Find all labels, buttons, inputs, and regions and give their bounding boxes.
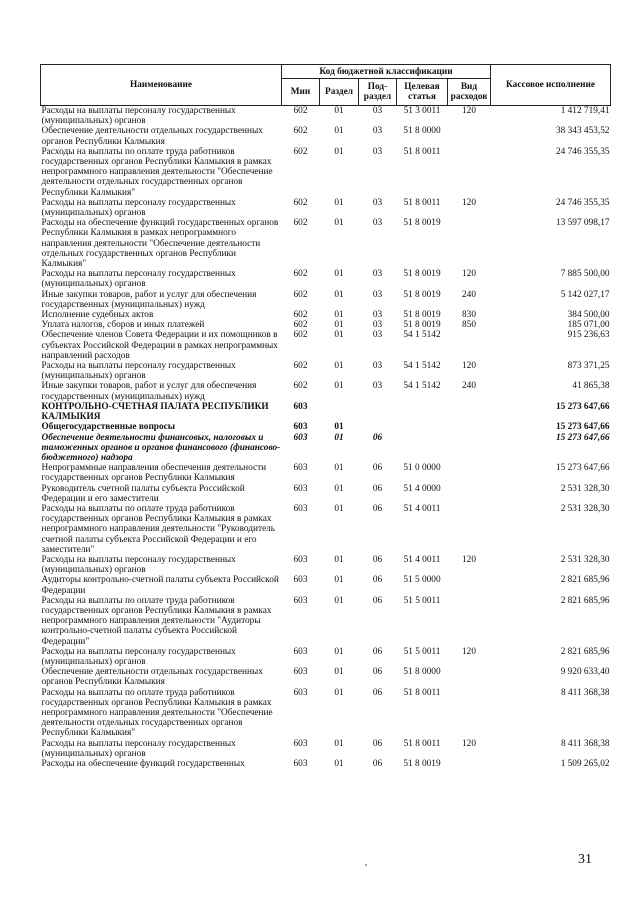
table-row: [41, 320, 611, 330]
cell-name: Исполнение судебных актов: [41, 310, 154, 321]
cell-name: Аудиторы контрольно-счетной палаты субъекта Российской Федерации: [41, 575, 279, 596]
cell-name: Обеспечение деятельности отдельных государственных органов Республики Калмыкия: [41, 667, 263, 688]
cell-razdel: 01: [334, 483, 344, 494]
cell-podrazdel: [359, 422, 397, 432]
table-row: [41, 484, 611, 504]
table-row: [41, 290, 611, 310]
table-row: [41, 667, 611, 687]
cell-min: 603: [293, 554, 308, 565]
cell-name: Иные закупки товаров, работ и услуг для обеспечения государственных (муниципальных) нужд: [41, 289, 257, 310]
cell-name: Расходы на выплаты по оплате труда работников государственных органов Республики Калмыкия в рамках непрограммного направления деятельности "Аудиторы контрольно-счетной палаты субъекта Российской Федерации": [41, 595, 272, 647]
cell-name: Общегосударственные вопросы: [41, 422, 176, 433]
cell-min: 603: [293, 738, 308, 749]
cell-podrazdel: 03: [372, 106, 383, 116]
cell-razdel: 01: [334, 106, 344, 116]
cell-razdel: 01: [334, 269, 344, 280]
cell-min: 602: [293, 320, 308, 331]
cell-amount: 8 411 368,38: [561, 738, 610, 749]
header-podrazdel: Под-раздел: [359, 79, 397, 106]
cell-target: 51 8 0011: [403, 197, 441, 208]
cell-vid: [448, 330, 491, 361]
table-row: [41, 688, 611, 739]
cell-name: Расходы на выплаты по оплате труда работников государственных органов Республики Калмыкия в рамках непрограммного направления деятельности "Руководитель счетной палаты субъекта Российской Федерации и его заместители": [41, 503, 276, 555]
cell-min: 603: [293, 432, 308, 443]
cell-amount: 915 236,63: [567, 330, 610, 341]
table-row: [41, 147, 611, 198]
cell-name: Непрограммные направления обеспечения деятельности государственных органов Республики Калмыкия: [41, 463, 267, 484]
cell-podrazdel: 06: [372, 575, 383, 586]
cell-podrazdel: 03: [372, 218, 383, 229]
cell-amount: 2 531 328,30: [560, 503, 610, 514]
table-row: [41, 330, 611, 361]
cell-target: 51 5 0011: [403, 595, 441, 606]
cell-name: Обеспечение членов Совета Федерации и их помощников в субъектах Российской Федерации в рамках непрограммных направлений расходов: [41, 330, 278, 361]
cell-podrazdel: 06: [372, 687, 383, 698]
cell-podrazdel: 06: [372, 667, 383, 678]
cell-podrazdel: 03: [372, 146, 383, 157]
table-row: [41, 106, 611, 127]
cell-amount: 873 371,25: [567, 361, 610, 372]
cell-amount: 15 273 647,66: [556, 463, 610, 474]
table-row: [41, 269, 611, 289]
table-row: [41, 381, 611, 401]
cell-vid: [448, 484, 491, 504]
table-row: [41, 198, 611, 218]
cell-target: 51 8 0011: [403, 146, 441, 157]
cell-target: 51 5 0000: [403, 575, 441, 586]
cell-target: 51 0 0000: [403, 463, 441, 474]
cell-podrazdel: 06: [372, 646, 383, 657]
cell-name: Расходы на обеспечение функций государственных органов Республики Калмыкия в рамках непрограммного направления деятельности "Обеспечение деятельности отдельных государственных органов Республики Калмыкия": [41, 218, 279, 270]
cell-min: 602: [293, 381, 308, 392]
cell-vid: [448, 463, 491, 483]
cell-min: 603: [293, 422, 308, 433]
cell-min: 602: [293, 126, 308, 137]
cell-vid: [448, 759, 491, 769]
cell-min: 602: [293, 197, 308, 208]
table-header: [41, 65, 611, 106]
cell-razdel: 01: [334, 320, 344, 331]
cell-razdel: 01: [334, 218, 344, 229]
cell-razdel: 01: [334, 361, 344, 372]
cell-name: Расходы на обеспечение функций государственных: [41, 759, 245, 769]
cell-target: 51 8 0011: [403, 738, 441, 749]
cell-amount: 2 821 685,96: [560, 575, 610, 586]
cell-min: 602: [293, 289, 308, 300]
cell-vid: 120: [462, 269, 476, 280]
table-row: [41, 310, 611, 320]
cell-amount: 24 746 355,35: [556, 146, 610, 157]
cell-min: 603: [293, 595, 308, 606]
cell-razdel: 01: [334, 554, 344, 565]
cell-min: 602: [293, 106, 308, 116]
cell-name: Обеспечение деятельности отдельных государственных органов Республики Калмыкия: [41, 126, 263, 147]
cell-name: Расходы на выплаты персоналу государственных (муниципальных) органов: [41, 197, 236, 219]
cell-podrazdel: 03: [372, 320, 383, 331]
cell-vid: 240: [462, 289, 476, 300]
cell-vid: 120: [462, 554, 476, 565]
table-row: [41, 575, 611, 595]
cell-min: 603: [293, 646, 308, 657]
cell-target: 54 1 5142: [403, 381, 441, 392]
cell-name: Расходы на выплаты персоналу государственных (муниципальных) органов: [41, 554, 236, 576]
budget-table: [40, 64, 611, 769]
cell-razdel: 01: [334, 197, 344, 208]
cell-amount: 13 597 098,17: [556, 218, 610, 229]
cell-razdel: 01: [334, 381, 344, 392]
cell-amount: 5 142 027,17: [560, 289, 610, 300]
cell-podrazdel: 06: [372, 503, 383, 514]
cell-target: 51 8 0019: [403, 320, 441, 331]
cell-min: 603: [293, 483, 308, 494]
cell-amount: 41 865,38: [572, 381, 610, 392]
cell-vid: 120: [462, 106, 476, 116]
cell-target: [397, 433, 448, 464]
cell-podrazdel: 03: [372, 381, 383, 392]
cell-podrazdel: [359, 402, 397, 422]
cell-target: [397, 422, 448, 432]
cell-target: 51 5 0011: [403, 646, 441, 657]
cell-amount: 2 531 328,30: [560, 554, 610, 565]
cell-podrazdel: 06: [372, 738, 383, 749]
cell-podrazdel: 06: [372, 595, 383, 606]
cell-amount: 7 885 500,00: [560, 269, 610, 280]
cell-razdel: 01: [334, 330, 344, 341]
cell-target: 51 8 0000: [403, 667, 441, 678]
header-min: Мин: [282, 79, 320, 106]
cell-vid: [448, 218, 491, 269]
cell-target: 51 8 0011: [403, 687, 441, 698]
cell-podrazdel: 06: [372, 432, 383, 443]
cell-target: 51 8 0019: [403, 759, 441, 769]
cell-podrazdel: 06: [372, 554, 383, 565]
header-vid: Вид расходов: [448, 79, 491, 106]
cell-razdel: 01: [334, 595, 344, 606]
cell-amount: 1 509 265,02: [560, 759, 610, 769]
cell-target: 51 3 0011: [403, 106, 441, 116]
cell-amount: 1 412 719,41: [560, 106, 610, 116]
cell-amount: 15 273 647,66: [556, 432, 610, 443]
page-number: 31: [578, 852, 592, 867]
cell-amount: 15 273 647,66: [556, 401, 610, 412]
cell-min: 603: [293, 667, 308, 678]
cell-min: 603: [293, 759, 308, 769]
cell-amount: 9 920 633,40: [560, 667, 610, 678]
cell-vid: 850: [462, 320, 476, 331]
table-row: [41, 126, 611, 146]
cell-amount: 15 273 647,66: [556, 422, 610, 433]
cell-target: 54 1 5142: [403, 330, 441, 341]
cell-vid: 120: [462, 361, 476, 372]
cell-min: 602: [293, 330, 308, 341]
cell-razdel: 01: [334, 463, 344, 474]
cell-vid: [448, 688, 491, 739]
cell-vid: [448, 147, 491, 198]
cell-podrazdel: 03: [372, 197, 383, 208]
cell-min: 602: [293, 361, 308, 372]
cell-target: 54 1 5142: [403, 361, 441, 372]
cell-razdel: 01: [334, 738, 344, 749]
cell-name: Обеспечение деятельности финансовых, налоговых и таможенных органов и органов финансового (финансово-бюджетного) надзора: [41, 432, 281, 463]
cell-amount: 185 071,00: [567, 320, 610, 331]
cell-razdel: 01: [334, 646, 344, 657]
cell-vid: [448, 667, 491, 687]
cell-razdel: 01: [334, 759, 344, 769]
table-row: [41, 504, 611, 555]
cell-podrazdel: 03: [372, 361, 383, 372]
table-body: [41, 106, 611, 770]
table-row: [41, 361, 611, 381]
cell-min: 602: [293, 146, 308, 157]
cell-target: 51 8 0019: [403, 269, 441, 280]
cell-min: 603: [293, 463, 308, 474]
cell-target: 51 4 0000: [403, 483, 441, 494]
cell-razdel: 01: [334, 432, 344, 443]
cell-name: Расходы на выплаты по оплате труда работников государственных органов Республики Калмыкия в рамках непрограммного направления деятельности "Обеспечение деятельности отдельных государственных органов Республики Калмыкия": [41, 687, 273, 739]
cell-razdel: [320, 402, 359, 422]
header-target: Целевая статья: [397, 79, 448, 106]
cell-razdel: 01: [334, 310, 344, 321]
cell-podrazdel: 03: [372, 126, 383, 137]
cell-razdel: 01: [334, 146, 344, 157]
cell-min: 602: [293, 310, 308, 321]
cell-razdel: 01: [334, 126, 344, 137]
cell-target: 51 8 0019: [403, 218, 441, 229]
table-row: [41, 555, 611, 575]
cell-podrazdel: 06: [372, 759, 383, 769]
cell-vid: 120: [462, 646, 476, 657]
cell-vid: [448, 433, 491, 464]
cell-podrazdel: 03: [372, 330, 383, 341]
table-row: [41, 596, 611, 647]
table-row: [41, 759, 611, 769]
cell-podrazdel: 06: [372, 483, 383, 494]
cell-name: Расходы на выплаты персоналу государственных (муниципальных) органов: [41, 269, 236, 290]
cell-target: 51 8 0019: [403, 289, 441, 300]
cell-name: Расходы на выплаты персоналу государственных (муниципальных) органов: [41, 646, 236, 667]
table-row: [41, 218, 611, 269]
cell-vid: [448, 596, 491, 647]
header-name: Наименование: [41, 65, 282, 106]
table-row: [41, 433, 611, 464]
table-row: [41, 739, 611, 759]
cell-min: 602: [293, 218, 308, 229]
cell-name: Иные закупки товаров, работ и услуг для обеспечения государственных (муниципальных) нужд: [41, 381, 257, 402]
cell-razdel: 01: [334, 575, 344, 586]
cell-vid: 120: [462, 738, 476, 749]
cell-name: КОНТРОЛЬНО-СЧЕТНАЯ ПАЛАТА РЕСПУБЛИКИ КАЛМЫКИЯ: [41, 401, 269, 423]
cell-amount: 384 500,00: [567, 310, 610, 321]
header-code-group: Код бюджетной классификации: [282, 65, 491, 79]
cell-min: 602: [293, 269, 308, 280]
table-row: [41, 402, 611, 422]
cell-podrazdel: 03: [372, 310, 383, 321]
cell-amount: 2 821 685,96: [560, 595, 610, 606]
cell-name: Расходы на выплаты персоналу государственных (муниципальных) органов: [41, 106, 236, 127]
cell-vid: [448, 402, 491, 422]
cell-name: Расходы на выплаты персоналу государственных (муниципальных) органов: [41, 361, 236, 382]
cell-name: Уплата налогов, сборов и иных платежей: [41, 320, 205, 331]
cell-amount: 38 343 453,52: [556, 126, 610, 137]
cell-razdel: 01: [334, 422, 344, 433]
cell-vid: 240: [462, 381, 476, 392]
header-amount: Кассовое исполнение: [491, 65, 611, 106]
cell-vid: [448, 504, 491, 555]
cell-min: 603: [293, 687, 308, 698]
cell-min: 603: [293, 575, 308, 586]
cell-razdel: 01: [334, 289, 344, 300]
cell-vid: [448, 126, 491, 146]
cell-podrazdel: 03: [372, 289, 383, 300]
cell-target: 51 8 0000: [403, 126, 441, 137]
cell-vid: [448, 422, 491, 432]
cell-target: 51 4 0011: [403, 554, 441, 565]
table-row: [41, 647, 611, 667]
cell-name: Руководитель счетной палаты субъекта Российской Федерации и его заместители: [41, 483, 245, 504]
cell-vid: 120: [462, 197, 476, 208]
cell-vid: [448, 575, 491, 595]
cell-razdel: 01: [334, 503, 344, 514]
table-row: [41, 422, 611, 432]
cell-name: Расходы на выплаты персоналу государственных (муниципальных) органов: [41, 738, 236, 759]
cell-min: 603: [293, 503, 308, 514]
cell-razdel: 01: [334, 667, 344, 678]
cell-podrazdel: 03: [372, 269, 383, 280]
cell-target: [397, 402, 448, 422]
cell-amount: 8 411 368,38: [561, 687, 610, 698]
cell-target: 51 8 0019: [403, 310, 441, 321]
cell-amount: 2 531 328,30: [560, 483, 610, 494]
cell-amount: 2 821 685,96: [560, 646, 610, 657]
cell-razdel: 01: [334, 687, 344, 698]
scan-speck: [365, 864, 367, 866]
cell-name: Расходы на выплаты по оплате труда работников государственных органов Республики Калмыкия в рамках непрограммного направления деятельности "Обеспечение деятельности отдельных государственных органов Республики Калмыкия": [41, 146, 273, 198]
table-row: [41, 463, 611, 483]
cell-target: 51 4 0011: [403, 503, 441, 514]
header-razdel: Раздел: [320, 79, 359, 106]
cell-min: 603: [293, 401, 308, 412]
cell-amount: 24 746 355,35: [556, 197, 610, 208]
cell-podrazdel: 06: [372, 463, 383, 474]
cell-vid: 830: [462, 310, 476, 321]
